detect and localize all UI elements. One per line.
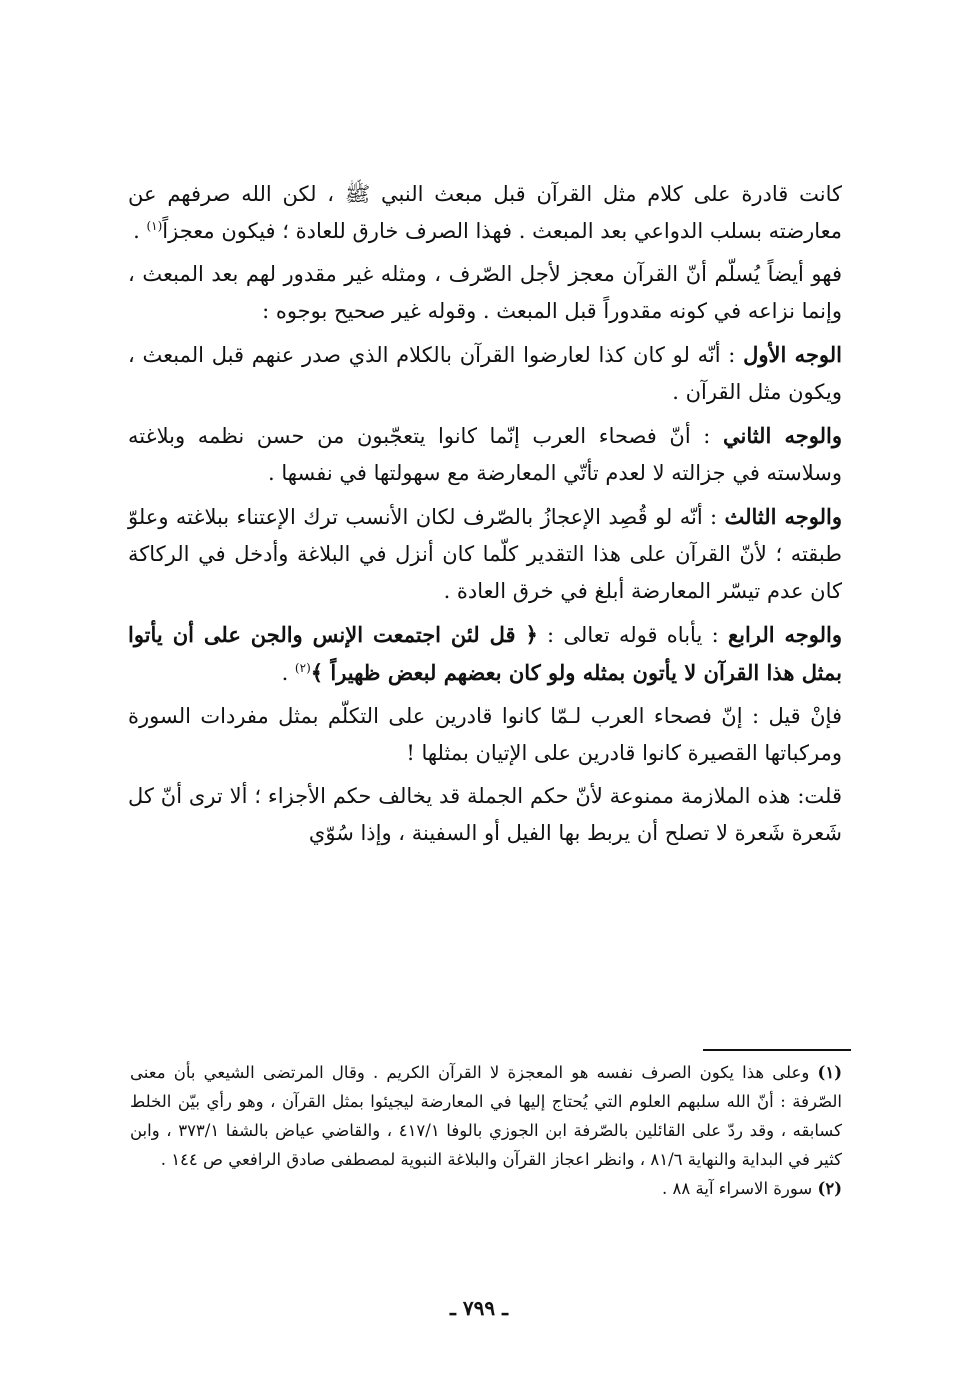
paragraph-objection bbox=[128, 698, 842, 772]
paragraph-tail: . bbox=[133, 219, 147, 243]
footnote-ref-2: (٢) bbox=[294, 661, 311, 675]
footnote-1 bbox=[130, 1058, 842, 1174]
paragraph-second-aspect bbox=[128, 417, 842, 492]
aspect-heading: والوجه الرابع bbox=[727, 622, 843, 647]
paragraph-text: : أنّه لو كان كذا لعارضوا القرآن بالكلام الذي صدر عنهم قبل المبعث ، ويكون مثل القرآن . bbox=[128, 343, 842, 404]
paragraph-text: : يأباه قوله تعالى : bbox=[537, 623, 728, 647]
main-text-body bbox=[128, 176, 842, 858]
footnote-number: (١) bbox=[817, 1063, 842, 1082]
paragraph-text: كانت قادرة على كلام مثل القرآن قبل مبعث النبي ﷺ ، لكن الله صرفهم عن معارضته بسلب الدواعي بعد المبعث . فهذا الصرف خارق للعادة ؛ فيكون معجزاً bbox=[128, 182, 842, 243]
paragraph-text: قلت: هذه الملازمة ممنوعة لأنّ حكم الجملة قد يخالف حكم الأجزاء ؛ ألا ترى أنّ كل شَعرة شَعرة لا تصلح أن يربط بها الفيل أو السفينة ، وإذا سُوّي bbox=[128, 784, 842, 845]
footnote-2 bbox=[130, 1174, 842, 1203]
paragraph-fourth-aspect bbox=[128, 616, 842, 692]
paragraph-2 bbox=[128, 256, 842, 330]
aspect-heading: والوجه الثالث bbox=[724, 504, 842, 529]
paragraph-tail: . bbox=[281, 661, 295, 685]
paragraph-text: : أنّ فصحاء العرب إنّما كانوا يتعجّبون من حسن نظمه وبلاغته وسلاسته في جزالته لا لعدم تأتّي المعارضة مع سهولتها في نفسها . bbox=[128, 424, 842, 485]
paragraph-first-aspect bbox=[128, 336, 842, 411]
paragraph-reply bbox=[128, 778, 842, 852]
footnote-ref-1: (١) bbox=[146, 219, 163, 233]
paragraph-1 bbox=[128, 176, 842, 250]
quran-verse: ﴿ قل لئن اجتمعت الإنس والجن على أن يأتوا بمثل هذا القرآن لا يأتون بمثله ولو كان بعضهم لبعض ظهيراً ﴾ bbox=[128, 622, 842, 685]
paragraph-text: : أنّه لو قُصِد الإعجازُ بالصّرف لكان الأنسب ترك الإعتناء ببلاغته وعلوّ طبقته ؛ لأنّ القرآن على هذا التقدير كلّما كان أنزل في البلاغة وأدخل في الركاكة كان عدم تيسّر المعارضة أبلغ في خرق العادة . bbox=[128, 505, 842, 603]
aspect-heading: والوجه الثاني bbox=[722, 423, 842, 448]
footnote-number: (٢) bbox=[817, 1179, 842, 1198]
paragraph-text: فهو أيضاً يُسلّم أنّ القرآن معجز لأجل الصّرف ، ومثله غير مقدور لهم بعد المبعث ، وإنما نزاعه في كونه مقدوراً قبل المبعث . وقوله غير صحيح بوجوه : bbox=[128, 262, 842, 323]
footnote-text: سورة الاسراء آية ٨٨ . bbox=[662, 1179, 818, 1198]
footnotes bbox=[130, 1058, 842, 1203]
footnote-divider bbox=[703, 1049, 851, 1051]
paragraph-third-aspect bbox=[128, 498, 842, 610]
aspect-heading: الوجه الأول bbox=[743, 342, 843, 367]
page-number: ـ ٧٩٩ ـ bbox=[450, 1296, 508, 1320]
footnote-text: وعلى هذا يكون الصرف نفسه هو المعجزة لا القرآن الكريم . وقال المرتضى الشيعي بأن معنى الصّرفة : أنّ الله سلبهم العلوم التي يُحتاج إليها في المعارضة ليجيئوا بمثل القرآن ، وهو رأي بيّن الخلط كسابقه ، وقد ردّ على القائلين بالصّرفة ابن الجوزي بالوفا ٤١٧/١ ، والقاضي عياض بالشفا ٣٧٣/١ ، وابن كثير في البداية والنهاية ٨١/٦ ، وانظر اعجاز القرآن والبلاغة النبوية لمصطفى صادق الرافعي ص ١٤٤ . bbox=[130, 1063, 842, 1169]
paragraph-text: فإنْ قيل : إنّ فصحاء العرب لـمّا كانوا قادرين على التكلّم بمثل مفردات السورة ومركباتها القصيرة كانوا قادرين على الإتيان بمثلها ! bbox=[128, 704, 842, 765]
